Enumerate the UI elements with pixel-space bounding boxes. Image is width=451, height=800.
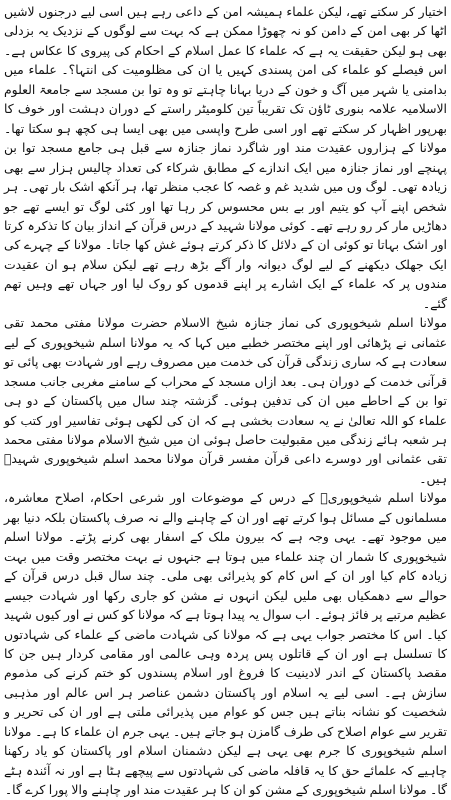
article-body xyxy=(4,2,447,798)
article-paragraph: اختیار کر سکتے تھے، لیکن علماء ہمیشہ امن کے داعی رہے ہیں اسی لیے درجنوں لاشیں اٹھا کر بھی امن کے دامن کو نہ چھوڑا ممکن ہے کہ بہت سے لوگوں کے نزدیک یہ بزدلی بھی ہو لیکن حقیقت یہ ہے کہ علماء کا عمل اسلام کے احکام کی پیروی کا عکاس ہے۔ اس فیصلے کو علماء کی امن پسندی کہیں یا ان کی مظلومیت کی انتہا؟۔ علماء میں بدامنی یا شہر میں آگ و خون کے دریا بہانا چاہتے تو وہ توا بن مسجد سے جامعۃ العلوم الاسلامیہ علامہ بنوری ٹاؤن تک تقریباً تین کلومیٹر راستے کے دوران دہشت اور خوف کا بھرپور اظہار کر سکتے تھے اور اسی طرح واپسی میں بھی ایسا ہی کچھ ہو سکتا تھا۔ مولانا کے ہزاروں عقیدت مند اور شاگرد نماز جنازہ سے قبل ہی جامع مسجد توا بن پہنچے اور نماز جنازہ میں ایک اندازے کے مطابق شرکاء کی تعداد چالیس ہزار سے بھی زیادہ تھی۔ لوگ وں میں شدید غم و غصہ کا عجب منظر تھا، ہر آنکھ اشک بار تھی۔ ہر شخص اپنے آپ کو یتیم اور بے بس محسوس کر رہا تھا اور کئی لوگ تو ایسے تھے جو دھاڑیں مار کر رو رہے تھے۔ کوئی مولانا شہید کے درس قرآن کے انداز بیان کا تذکرہ کرتا اور اشک بہاتا تو کوئی ان کے دلائل کا ذکر کرتے ہوئے غش کھا جاتا۔ مولانا کے چہرے کی ایک جھلک دیکھنے کے لیے لوگ دیوانہ وار آگے بڑھ رہے تھے لیکن سلام ہو ان عقیدت مندوں پر کہ علماء کے ایک اشارے پر اپنے قدموں کو روک لیا اور جہاں تھے وہیں تھم گئے۔ xyxy=(4,4,447,311)
article-paragraph: مولانا اسلم شیخوپوری کی نماز جنازہ شیخ الاسلام حضرت مولانا مفتی محمد تقی عثمانی نے پڑھائی اور اپنے مختصر خطبے میں کہا کہ یہ مولانا اسلم شیخوپوری کے لیے سعادت ہے کہ ساری زندگی قرآن کی خدمت میں مصروف رہے اور شہادت بھی پائی تو قرآنی خدمت کے دوران ہی۔ بعد ازاں مسجد کے محراب کے سامنے مغربی جانب مسجد توا بن کے احاطے میں ان کی تدفین ہوئی۔ گزشتہ چند سال میں پاکستان کے دو ہی علماء کو اللہ تعالیٰ نے یہ سعادت بخشی ہے کہ ان کی لکھی ہوئی تفاسیر اور کتب کو ہر شعبہ ہائے زندگی میں مقبولیت حاصل ہوئی ان میں شیخ الاسلام مولانا مفتی محمد تقی عثمانی اور دوسرے داعی قرآن مفسر قرآن مولانا محمد اسلم شیخوپوری شہیدؒ ہیں۔ xyxy=(4,315,447,486)
article-paragraph: مولانا اسلم شیخوپوریؒ کے درس کے موضوعات اور شرعی احکام، اصلاح معاشرہ، مسلمانوں کے مسائل ہوا کرتے تھے اور ان کے چاہنے والے نہ صرف پاکستان بلکہ دنیا بھر میں موجود تھے۔ یہی وجہ ہے کہ بیرون ملک کے اسفار بھی کرنے پڑتے۔ مولانا اسلم شیخوپوری کا شمار ان چند علماء میں ہوتا ہے جنہوں نے بہت مختصر وقت میں بہت زیادہ کام کیا اور ان کے اس کام کو پذیرائی بھی ملی۔ چند سال قبل درس قرآن کے حوالے سے دھمکیاں بھی ملیں لیکن انہوں نے مشن کو جاری رکھا اور شہادت جیسے عظیم مرتبے پر فائز ہوئے۔ اب سوال یہ پیدا ہوتا ہے کہ مولانا کو کس نے اور کیوں شہید کیا۔ اس کا مختصر جواب یہی ہے کہ مولانا کی شہادت ماضی کے علماء کی شہادتوں کا تسلسل ہے اور ان کے قاتلوں پس پردہ وہی عالمی اور مقامی کردار ہیں جن کا مقصد پاکستان کے اندر لادینیت کا فروغ اور اسلام پسندوں کو ختم کرنے کی مذموم سازش ہے۔ اسی لیے یہ اسلام اور پاکستان دشمن عناصر ہر اس عالم اور مذہبی شخصیت کو نشانہ بناتے ہیں جس کو عوام میں پذیرائی ملتی ہے اور ان کی تحریر و تقریر سے عوام اصلاح کی طرف گامزن ہو جاتے ہیں۔ یہی جرم ان علماء کا ہے۔ مولانا اسلم شیخوپوری کا جرم بھی یہی ہے لیکن دشمنان اسلام اور پاکستان کو یاد رکھنا چاہیے کہ علمائے حق کا یہ قافلہ ماضی کی شہادتوں سے پیچھے ہٹا ہے اور نہ آئندہ ہٹے گا۔ مولانا اسلم شیخوپوری کے مشن کو ان کا ہر عقیدت مند اور چاہنے والا پورا کرے گا۔ xyxy=(4,490,447,798)
